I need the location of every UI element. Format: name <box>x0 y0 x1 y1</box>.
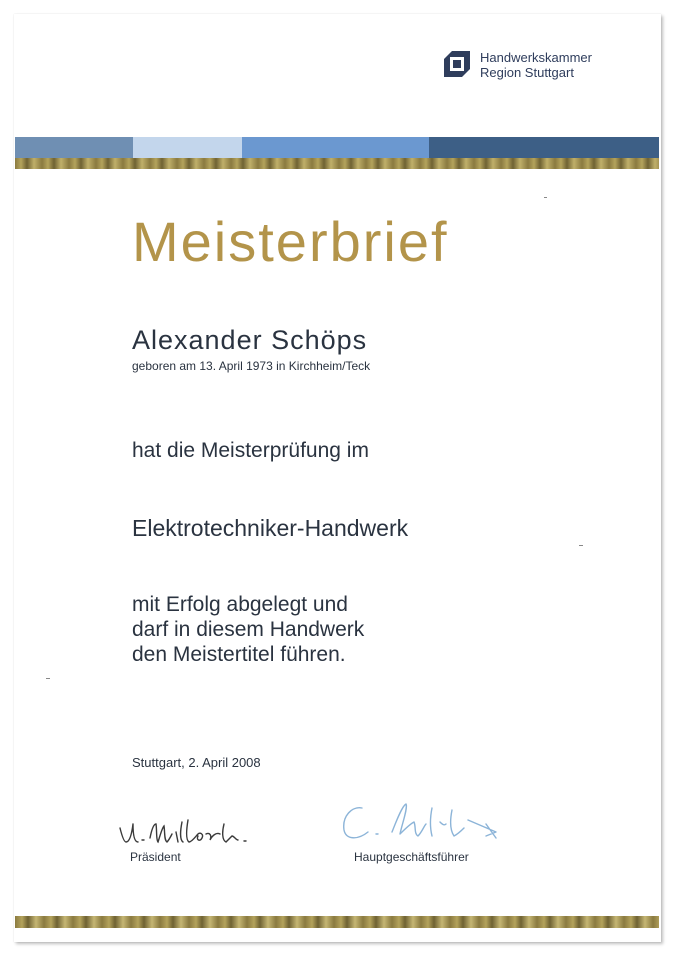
director-role: Hauptgeschäftsführer <box>354 850 469 864</box>
birth-line: geboren am 13. April 1973 in Kirchheim/Teck <box>132 359 371 373</box>
closing-line-1: mit Erfolg abgelegt und <box>132 593 348 616</box>
paper-speck <box>46 678 50 679</box>
closing-line-3: den Meistertitel führen. <box>132 643 346 666</box>
president-role: Präsident <box>130 850 181 864</box>
exam-statement: hat die Meisterprüfung im <box>132 439 369 462</box>
director-signature <box>336 798 536 844</box>
paper-speck <box>579 545 583 546</box>
closing-line-2: darf in diesem Handwerk <box>132 618 365 641</box>
band-gold-strip <box>15 158 659 169</box>
trade-name: Elektrotechniker-Handwerk <box>132 515 409 541</box>
band-blue-3 <box>242 137 429 158</box>
certificate-sheet <box>14 14 661 942</box>
band-blue-4 <box>429 137 659 158</box>
issuer-logo <box>444 50 592 80</box>
certificate-title: Meisterbrief <box>132 210 449 273</box>
issuer-name <box>480 50 592 80</box>
holder-name: Alexander Schöps <box>132 325 368 355</box>
paper-speck <box>544 197 547 198</box>
closing-statement <box>132 592 364 667</box>
band-blue-2 <box>133 137 242 158</box>
band-blue-1 <box>15 137 133 158</box>
hwk-logo-icon <box>444 51 470 77</box>
place-date: Stuttgart, 2. April 2008 <box>132 755 261 770</box>
president-signature <box>116 814 276 850</box>
issuer-line2: Region Stuttgart <box>480 65 574 80</box>
top-decorative-band <box>15 137 659 169</box>
bottom-decorative-band <box>15 916 659 928</box>
issuer-line1: Handwerkskammer <box>480 50 592 65</box>
